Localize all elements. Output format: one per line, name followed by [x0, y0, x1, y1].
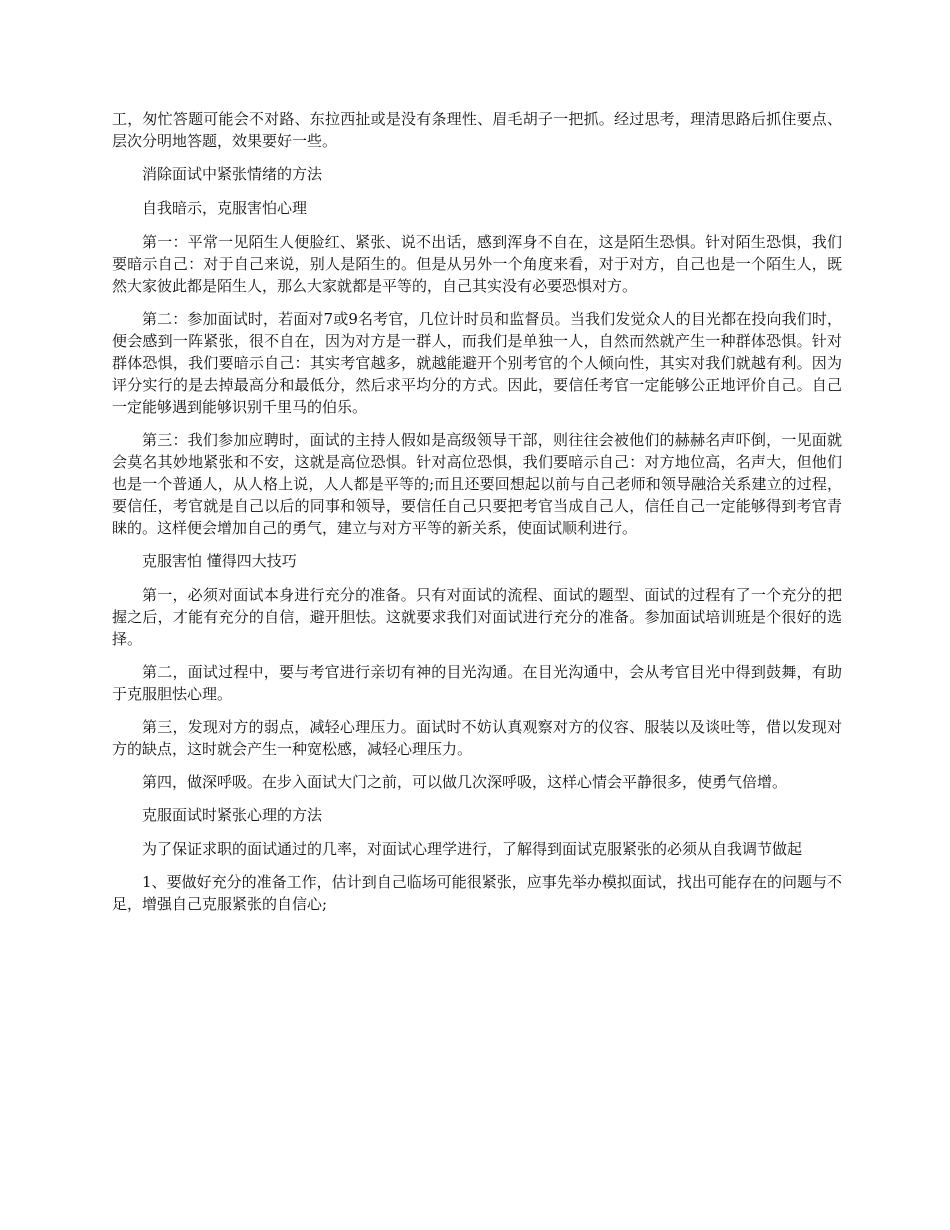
paragraph-technique-1: 第一，必须对面试本身进行充分的准备。只有对面试的流程、面试的题型、面试的过程有了一个充分的把握之后，才能有充分的自信，避开胆怯。这就要求我们对面试进行充分的准备。参加面试培训班是个很好的选择。: [112, 586, 842, 648]
section-heading-relieve-tension: 消除面试中紧张情绪的方法: [142, 165, 323, 183]
paragraph-high-status-fear: 第三：我们参加应聘时，面试的主持人假如是高级领导干部，则往往会被他们的赫赫名声吓倒，一见面就会莫名其妙地紧张和不安，这就是高位恐惧。针对高位恐惧，我们要暗示自己：对方地位高，名声大，但他们也是一个普通人，从人格上说，人人都是平等的;而且还要回想起以前与自己老师和领导融洽关系建立的过程，要信任，考官就是自己以后的同事和领导，要信任自己只要把考官当成自己人，信任自己一定能够得到考官青睐的。这样便会增加自己的勇气，建立与对方平等的新关系，使面试顺利进行。: [112, 431, 842, 537]
paragraph-technique-2: 第二，面试过程中，要与考官进行亲切有神的目光沟通。在目光沟通中，会从考官目光中得到鼓舞，有助于克服胆怯心理。: [112, 663, 842, 703]
paragraph-intro: 为了保证求职的面试通过的几率，对面试心理学进行，了解得到面试克服紧张的必须从自我调节做起: [142, 840, 803, 858]
paragraph-stranger-fear: 第一：平常一见陌生人便脸红、紧张、说不出话，感到浑身不自在，这是陌生恐惧。针对陌生恐惧，我们要暗示自己：对于自己来说，别人是陌生的。但是从另外一个角度来看，对于对方，自己也是一个陌生人，既然大家彼此都是陌生人，那么大家就都是平等的，自己其实没有必要恐惧对方。: [112, 233, 842, 295]
document-body: [112, 108, 842, 926]
paragraph-group-fear: 第二：参加面试时，若面对7或9名考官，几位计时员和监督员。当我们发觉众人的目光都在投向我们时，便会感到一阵紧张，很不自在，因为对方是一群人，而我们是单独一人，自然而然就产生一种群体恐惧。针对群体恐惧，我们要暗示自己：其实考官越多，就越能避开个别考官的个人倾向性，其实对我们就越有利。因为评分实行的是去掉最高分和最低分，然后求平均分的方式。因此，要信任考官一定能够公正地评价自己。自己一定能够遇到能够识别千里马的伯乐。: [112, 310, 842, 416]
subheading-self-suggestion: 自我暗示，克服害怕心理: [142, 199, 308, 217]
paragraph-item-1: 1、要做好充分的准备工作，估计到自己临场可能很紧张，应事先举办模拟面试，找出可能存在的问题与不足，增强自己克服紧张的自信心;: [112, 873, 842, 913]
subheading-four-techniques: 克服害怕 懂得四大技巧: [142, 552, 297, 570]
section-heading-overcome-tension: 克服面试时紧张心理的方法: [142, 806, 323, 824]
paragraph-technique-3: 第三，发现对方的弱点，减轻心理压力。面试时不妨认真观察对方的仪容、服装以及谈吐等，借以发现对方的缺点，这时就会产生一种宽松感，减轻心理压力。: [112, 718, 842, 758]
paragraph-technique-4: 第四，做深呼吸。在步入面试大门之前，可以做几次深呼吸，这样心情会平静很多，使勇气倍增。: [142, 773, 788, 791]
paragraph-continuation: 工，匆忙答题可能会不对路、东拉西扯或是没有条理性、眉毛胡子一把抓。经过思考，理清思路后抓住要点、层次分明地答题，效果要好一些。: [112, 110, 842, 150]
